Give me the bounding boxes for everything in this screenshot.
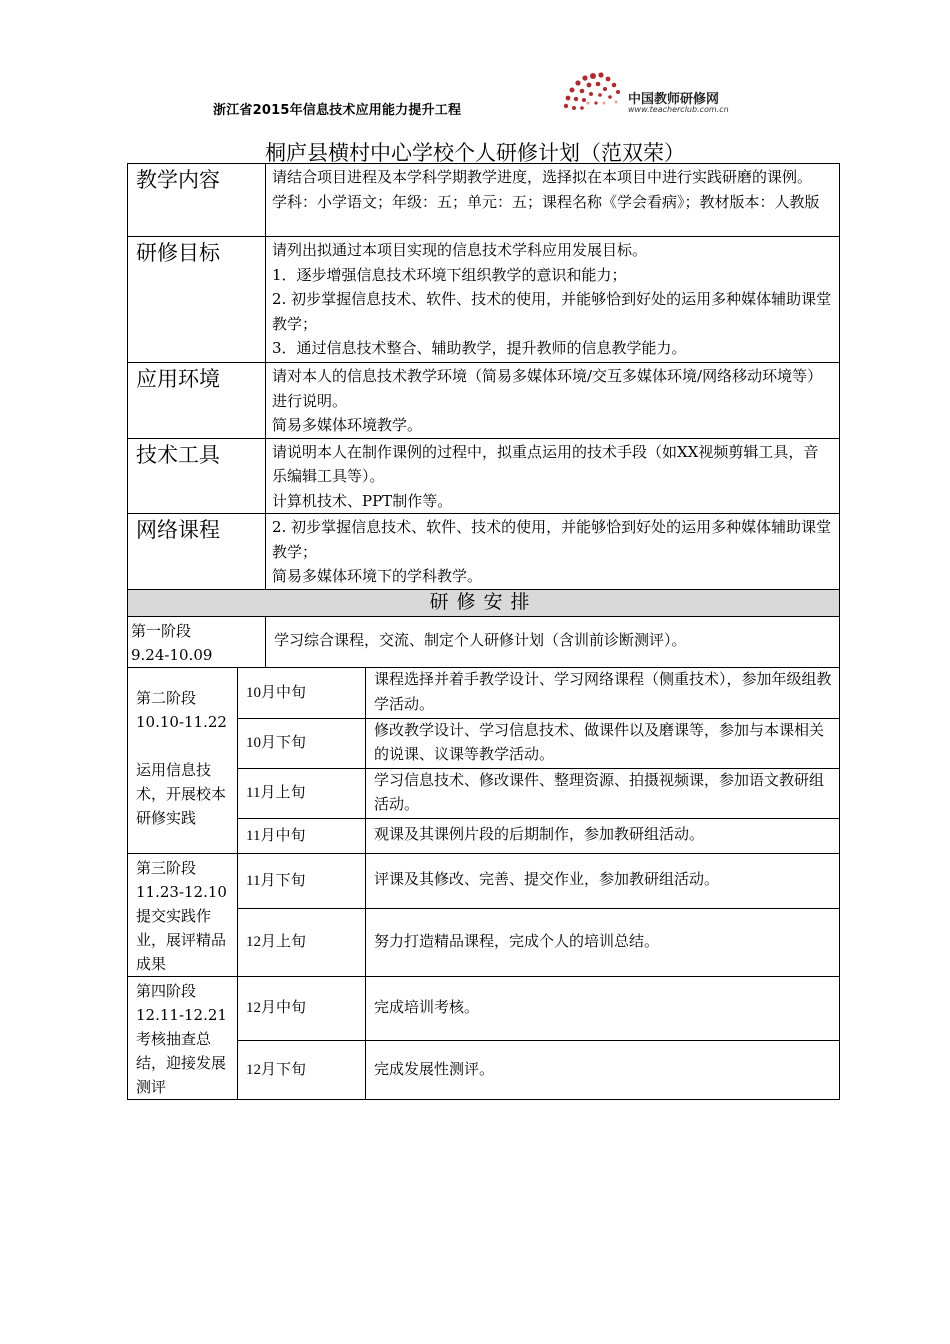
section-label: 研修目标 bbox=[128, 237, 266, 363]
section-row-tech-tools bbox=[128, 438, 840, 514]
task-cell: 观课及其课例片段的后期制作，参加教研组活动。 bbox=[366, 818, 840, 853]
project-header: 浙江省2015年信息技术应用能力提升工程 bbox=[213, 103, 462, 118]
stage-name: 第二阶段 bbox=[136, 688, 197, 707]
task-cell: 评课及其修改、完善、提交作业，参加教研组活动。 bbox=[366, 853, 840, 908]
content-line: 计算机技术、PPT制作等。 bbox=[272, 491, 453, 510]
stage-label bbox=[128, 976, 238, 1099]
stage-label bbox=[128, 667, 238, 853]
section-content bbox=[266, 237, 840, 363]
task-cell: 努力打造精品课程，完成个人的培训总结。 bbox=[366, 908, 840, 976]
stage-desc: 考核抽查总结，迎接发展测评 bbox=[136, 1029, 227, 1096]
stage-name: 第一阶段 bbox=[131, 621, 192, 640]
stage3-row bbox=[128, 853, 840, 908]
content-line: 请说明本人在制作课例的过程中，拟重点运用的技术手段（如XX视频剪辑工具，音乐编辑工具等）。 bbox=[272, 442, 819, 485]
period-cell: 12月下旬 bbox=[238, 1041, 366, 1099]
section-row-application-env bbox=[128, 363, 840, 439]
stage-desc: 提交实践作业，展评精品成果 bbox=[136, 906, 227, 973]
period-cell: 12月上旬 bbox=[238, 908, 366, 976]
content-line: 简易多媒体环境下的学科教学。 bbox=[272, 567, 483, 585]
stage-desc: 运用信息技术，开展校本研修实践 bbox=[136, 760, 227, 827]
logo-url: www.teacherclub.com.cn bbox=[628, 105, 729, 114]
stage-label bbox=[128, 853, 238, 976]
stage4-row bbox=[128, 976, 840, 1041]
section-content bbox=[266, 363, 840, 439]
period-cell: 12月中旬 bbox=[238, 976, 366, 1041]
research-plan-table bbox=[127, 163, 840, 1100]
section-label: 教学内容 bbox=[128, 164, 266, 237]
section-label: 网络课程 bbox=[128, 514, 266, 590]
stage-name: 第三阶段 bbox=[136, 858, 197, 877]
section-row-research-goals bbox=[128, 237, 840, 363]
period-cell: 10月中旬 bbox=[238, 667, 366, 718]
task-cell: 完成发展性测评。 bbox=[366, 1041, 840, 1099]
period-cell: 10月下旬 bbox=[238, 718, 366, 768]
section-content bbox=[266, 438, 840, 514]
content-line: 3．通过信息技术整合、辅助教学，提升教师的信息教学能力。 bbox=[272, 339, 687, 357]
task-cell: 学习信息技术、修改课件、整理资源、拍摄视频课，参加语文教研组活动。 bbox=[366, 768, 840, 818]
logo-dots-icon bbox=[560, 70, 626, 114]
content-line: 2. 初步掌握信息技术、软件、技术的使用，并能够恰到好处的运用多种媒体辅助课堂教学； bbox=[272, 290, 832, 333]
teacherclub-logo bbox=[560, 70, 760, 114]
content-line: 简易多媒体环境教学。 bbox=[272, 416, 423, 434]
section-row-online-course bbox=[128, 514, 840, 590]
stage-dates: 12.11-12.21 bbox=[136, 1005, 227, 1024]
stage-dates: 11.23-12.10 bbox=[136, 882, 227, 901]
stage-label bbox=[128, 616, 266, 667]
section-content bbox=[266, 514, 840, 590]
content-line: 请列出拟通过本项目实现的信息技术学科应用发展目标。 bbox=[272, 241, 648, 259]
content-line: 学科：小学语文；年级：五；单元：五；课程名称《学会看病》；教材版本：人教版 bbox=[272, 192, 820, 211]
section-label: 技术工具 bbox=[128, 438, 266, 514]
schedule-header-row bbox=[128, 589, 840, 616]
stage-dates: 9.24-10.09 bbox=[131, 645, 213, 664]
task-cell: 修改教学设计、学习信息技术、做课件以及磨课等，参加与本课相关的说课、议课等教学活动。 bbox=[366, 718, 840, 768]
section-row-teaching-content bbox=[128, 164, 840, 237]
schedule-header: 研修安排 bbox=[128, 589, 840, 616]
stage-dates: 10.10-11.22 bbox=[136, 712, 227, 731]
stage1-row bbox=[128, 616, 840, 667]
page-title: 桐庐县横村中心学校个人研修计划（范双荣） bbox=[265, 141, 685, 165]
period-cell: 11月上旬 bbox=[238, 768, 366, 818]
stage-spacer bbox=[136, 734, 233, 758]
task-cell: 课程选择并着手教学设计、学习网络课程（侧重技术），参加年级组教学活动。 bbox=[366, 667, 840, 718]
content-line: 1．逐步增强信息技术环境下组织教学的意识和能力； bbox=[272, 265, 627, 284]
stage-task: 学习综合课程，交流、制定个人研修计划（含训前诊断测评）。 bbox=[266, 616, 840, 667]
period-cell: 11月中旬 bbox=[238, 818, 366, 853]
section-content bbox=[266, 164, 840, 237]
logo-name: 中国教师研修网 bbox=[628, 92, 720, 107]
stage-name: 第四阶段 bbox=[136, 981, 197, 1000]
section-label: 应用环境 bbox=[128, 363, 266, 439]
period-cell: 11月下旬 bbox=[238, 853, 366, 908]
task-cell: 完成培训考核。 bbox=[366, 976, 840, 1041]
content-line: 请对本人的信息技术教学环境（简易多媒体环境/交互多媒体环境/网络移动环境等）进行说明。 bbox=[272, 367, 823, 410]
content-line: 2. 初步掌握信息技术、软件、技术的使用，并能够恰到好处的运用多种媒体辅助课堂教学； bbox=[272, 518, 832, 561]
stage2-row bbox=[128, 667, 840, 718]
content-line: 请结合项目进程及本学科学期教学进度，选择拟在本项目中进行实践研磨的课例。 bbox=[272, 168, 813, 186]
